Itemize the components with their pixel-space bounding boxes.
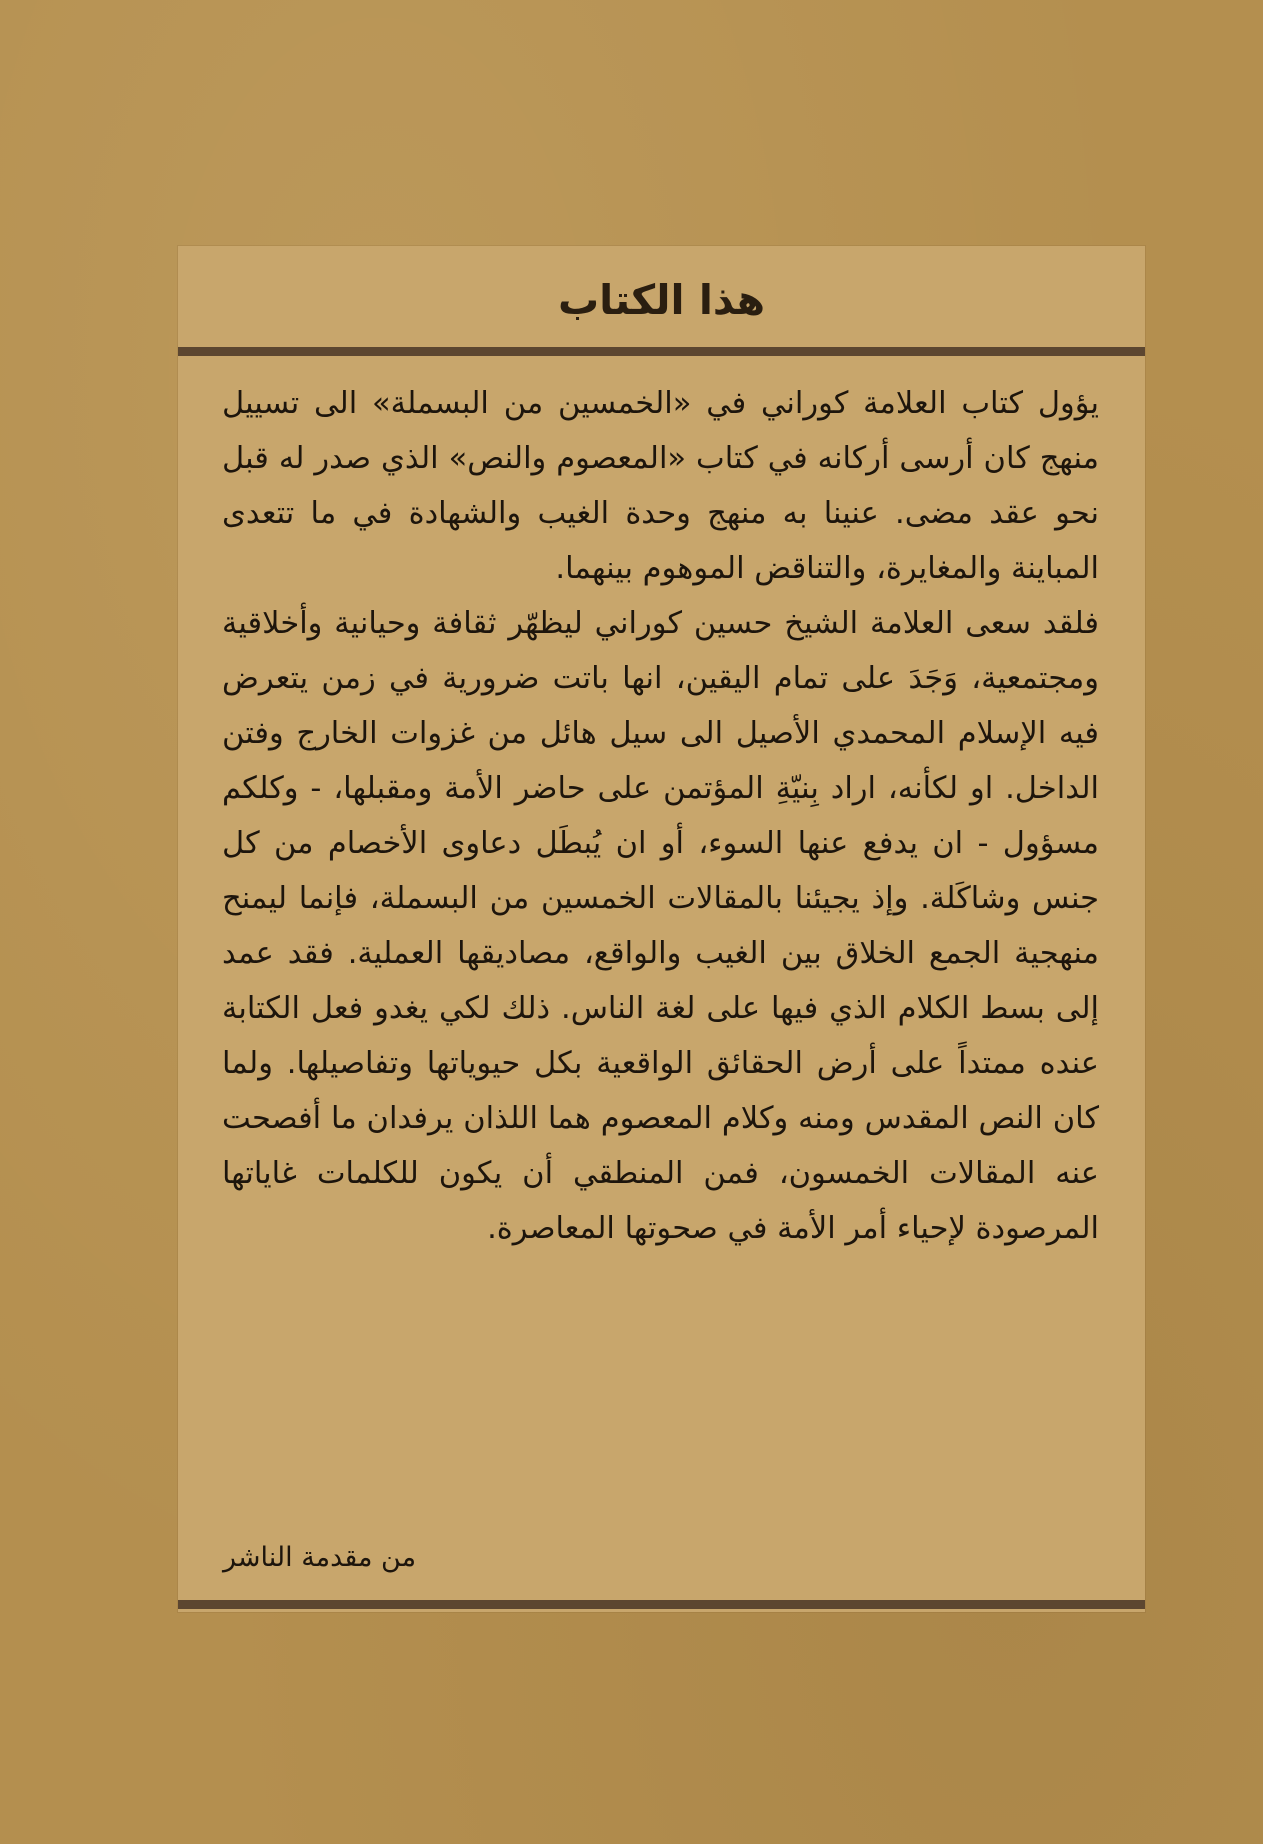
bottom-divider xyxy=(178,1600,1145,1609)
blurb-paragraph-1: يؤول كتاب العلامة كوراني في «الخمسين من البسملة» الى تسييل منهج كان أرسى أركانه في كتاب «المعصوم والنص» الذي صدر له قبل نحو عقد مضى. عنينا به منهج وحدة الغيب والشهادة في ما تتعدى المباينة والمغايرة، والتناقض الموهوم بينهما. xyxy=(222,386,1099,586)
blurb-heading: هذا الكتاب xyxy=(557,276,766,324)
blurb-body xyxy=(222,376,1099,1256)
source-note: من مقدمة الناشر xyxy=(223,1542,417,1573)
blurb-panel xyxy=(178,246,1145,1612)
blurb-paragraph-2: فلقد سعى العلامة الشيخ حسين كوراني ليظهّر ثقافة وحيانية وأخلاقية ومجتمعية، وَجَدَ على تمام اليقين، انها باتت ضرورية في زمن يتعرض فيه الإسلام المحمدي الأصيل الى سيل هائل من غزوات الخارج وفتن الداخل. او لكأنه، اراد بِنيّةِ المؤتمن على حاضر الأمة ومقبلها، - وكلكم مسؤول - ان يدفع عنها السوء، أو ان يُبطَل دعاوى الأخصام من كل جنس وشاكَلة. وإذ يجيئنا بالمقالات الخمسين من البسملة، فإنما ليمنح منهجية الجمع الخلاق بين الغيب والواقع، مصاديقها العملية. فقد عمد إلى بسط الكلام الذي فيها على لغة الناس. ذلك لكي يغدو فعل الكتابة عنده ممتداً على أرض الحقائق الواقعية بكل حيوياتها وتفاصيلها. ولما كان النص المقدس ومنه وكلام المعصوم هما اللذان يرفدان ما أفصحت عنه المقالات الخمسون، فمن المنطقي أن يكون للكلمات غاياتها المرصودة لإحياء أمر الأمة في صحوتها المعاصرة. xyxy=(222,606,1099,1246)
top-divider xyxy=(178,347,1145,356)
